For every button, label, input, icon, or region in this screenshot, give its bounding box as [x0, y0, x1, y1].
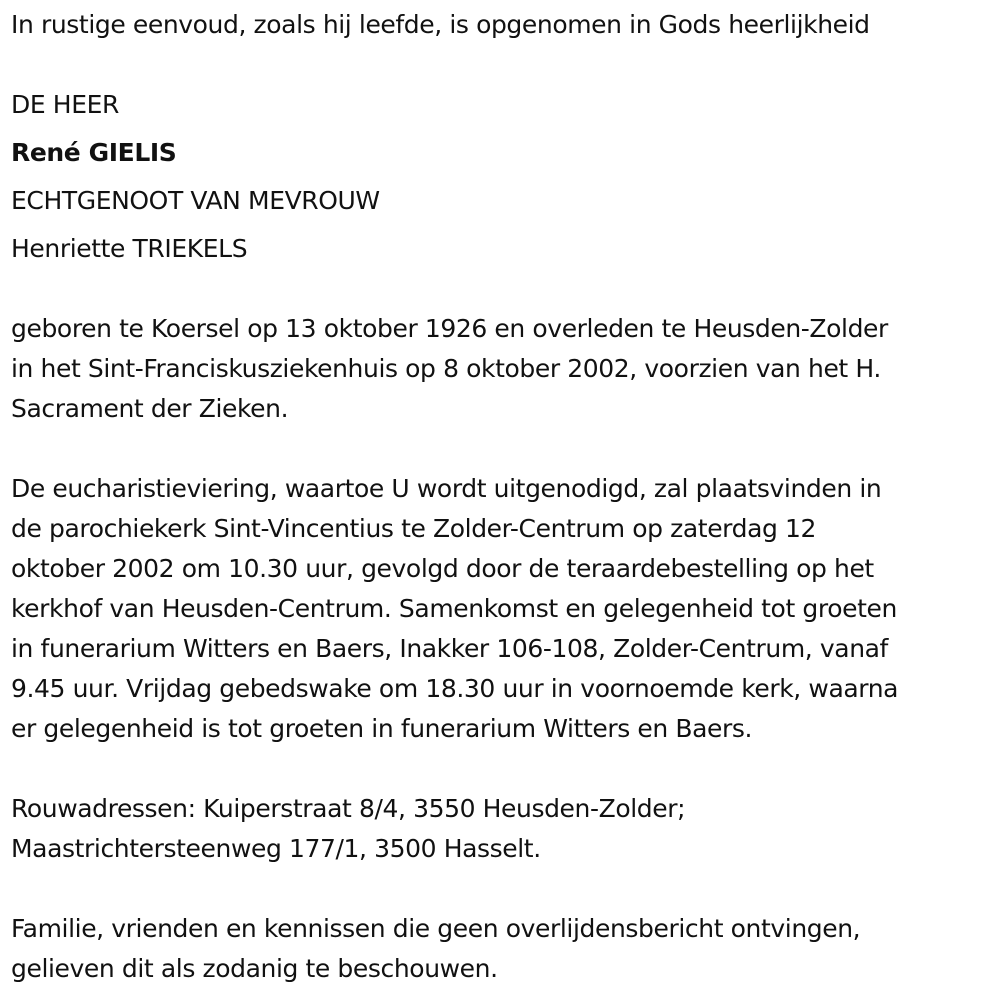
ceremony-line: 9.45 uur. Vrijdag gebedswake om 18.30 uur in voornoemde kerk, waarna: [11, 674, 899, 703]
ceremony-line: kerkhof van Heusden-Centrum. Samenkomst en gelegenheid tot groeten: [11, 594, 897, 623]
birth-death-line: in het Sint-Franciskusziekenhuis op 8 oktober 2002, voorzien van het H.: [11, 354, 881, 383]
spouse-name: Henriette TRIEKELS: [11, 234, 248, 263]
ceremony-line: in funerarium Witters en Baers, Inakker 106-108, Zolder-Centrum, vanaf: [11, 634, 888, 663]
birth-death-line: geboren te Koersel op 13 oktober 1926 en overleden te Heusden-Zolder: [11, 314, 888, 343]
closing-line: gelieven dit als zodanig te beschouwen.: [11, 954, 498, 983]
address-line: Maastrichtersteenweg 177/1, 3500 Hasselt.: [11, 834, 541, 863]
closing-line: Familie, vrienden en kennissen die geen overlijdensbericht ontvingen,: [11, 914, 861, 943]
birth-death-line: Sacrament der Zieken.: [11, 394, 289, 423]
ceremony-line: de parochiekerk Sint-Vincentius te Zolder-Centrum op zaterdag 12: [11, 514, 817, 543]
title-text: DE HEER: [11, 90, 119, 119]
ceremony-line: De eucharistieviering, waartoe U wordt uitgenodigd, zal plaatsvinden in: [11, 474, 882, 503]
ceremony-line: er gelegenheid is tot groeten in funerarium Witters en Baers.: [11, 714, 753, 743]
address-line: Rouwadressen: Kuiperstraat 8/4, 3550 Heusden-Zolder;: [11, 794, 686, 823]
intro-text: In rustige eenvoud, zoals hij leefde, is opgenomen in Gods heerlijkheid: [11, 10, 870, 39]
ceremony-line: oktober 2002 om 10.30 uur, gevolgd door de teraardebestelling op het: [11, 554, 874, 583]
deceased-name: René GIELIS: [11, 138, 177, 167]
relation-text: ECHTGENOOT VAN MEVROUW: [11, 186, 380, 215]
